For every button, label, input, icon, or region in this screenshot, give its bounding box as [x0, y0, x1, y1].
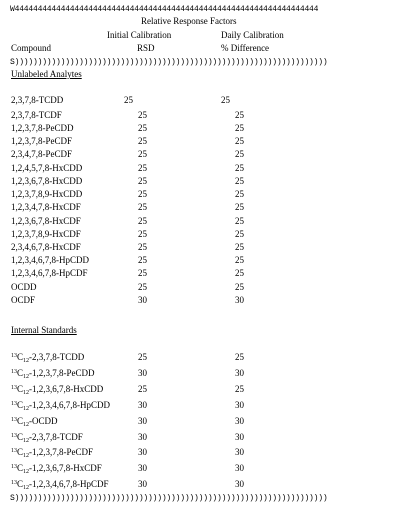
compound-name-text: -1,2,3,6,7,8-HxCDD	[29, 384, 104, 394]
percent-difference-value: 30	[235, 447, 244, 457]
compound-name	[11, 400, 110, 411]
carbon-count-subscript: 12	[23, 358, 30, 364]
compound-name: 1,2,3,6,7,8-HxCDF	[11, 216, 81, 226]
carbon-count-subscript: 12	[23, 374, 30, 380]
percent-difference-value: 25	[235, 352, 244, 362]
carbon-count-subscript: 12	[23, 485, 30, 491]
percent-difference-value: 25	[235, 268, 244, 278]
carbon-count-subscript: 12	[23, 390, 30, 396]
percent-difference-value: 25	[235, 242, 244, 252]
section-unlabeled-analytes: Unlabeled Analytes	[11, 69, 82, 79]
compound-name: 1,2,3,7,8-PeCDF	[11, 136, 73, 146]
compound-name: 1,2,3,7,8-PeCDD	[11, 123, 74, 133]
compound-name-text: -1,2,3,7,8-PeCDF	[29, 447, 94, 457]
percent-difference-value: 25	[235, 110, 244, 120]
percent-difference-value: 30	[235, 368, 244, 378]
percent-difference-value: 25	[235, 136, 244, 146]
isotope-superscript: 13	[11, 369, 17, 375]
rsd-value: 25	[138, 282, 147, 292]
header-compound: Compound	[11, 43, 52, 53]
carbon-symbol: C	[17, 463, 24, 473]
percent-difference-value: 25	[235, 123, 244, 133]
percent-difference-value: 25	[235, 202, 244, 212]
compound-name	[11, 384, 103, 395]
isotope-superscript: 13	[11, 417, 17, 423]
rsd-value: 30	[138, 463, 147, 473]
rsd-value: 30	[138, 416, 147, 426]
percent-difference-value: 30	[235, 295, 244, 305]
percent-difference-value: 25	[235, 176, 244, 186]
percent-difference-value: 25	[235, 216, 244, 226]
rsd-value: 25	[138, 255, 147, 265]
compound-name-text: -2,3,7,8-TCDD	[29, 352, 85, 362]
compound-name: 1,2,3,6,7,8-HxCDD	[11, 176, 83, 186]
percent-difference-value: 25	[221, 95, 230, 105]
rsd-value: 25	[138, 384, 147, 394]
rsd-value: 25	[138, 189, 147, 199]
header-percent-difference: % Difference	[221, 43, 270, 53]
percent-difference-value: 30	[235, 432, 244, 442]
compound-name-text: -1,2,3,7,8-PeCDD	[29, 368, 95, 378]
rsd-value: 25	[138, 176, 147, 186]
carbon-count-subscript: 12	[23, 469, 30, 475]
carbon-symbol: C	[17, 352, 24, 362]
compound-name: 1,2,4,5,7,8-HxCDD	[11, 163, 83, 173]
rsd-value: 30	[138, 447, 147, 457]
rsd-value: 30	[138, 479, 147, 489]
rsd-value: 25	[138, 242, 147, 252]
compound-name: 1,2,3,4,6,7,8-HpCDD	[11, 255, 89, 265]
isotope-superscript: 13	[11, 353, 17, 359]
carbon-count-subscript: 12	[23, 422, 30, 428]
top-rule: W444444444444444444444444444444444444444444444444444444444444444444	[10, 5, 319, 14]
percent-difference-value: 25	[235, 384, 244, 394]
rsd-value: 25	[138, 202, 147, 212]
percent-difference-value: 30	[235, 463, 244, 473]
compound-name	[11, 352, 84, 363]
carbon-symbol: C	[17, 400, 24, 410]
bottom-rule: S))))))))))))))))))))))))))))))))))))))))))))))))))))))))))))))))))))	[10, 494, 328, 503]
header-initial-calibration: Initial Calibration	[107, 30, 172, 40]
isotope-superscript: 13	[11, 433, 17, 439]
rsd-value: 25	[138, 352, 147, 362]
compound-name	[11, 447, 93, 458]
compound-name: 2,3,4,7,8-PeCDF	[11, 149, 73, 159]
compound-name: 2,3,7,8-TCDF	[11, 110, 62, 120]
isotope-superscript: 13	[11, 385, 17, 391]
carbon-count-subscript: 12	[23, 438, 30, 444]
carbon-symbol: C	[17, 384, 24, 394]
compound-name	[11, 463, 102, 474]
rsd-value: 25	[138, 123, 147, 133]
percent-difference-value: 30	[235, 400, 244, 410]
compound-name: OCDD	[11, 282, 37, 292]
rsd-value: 25	[138, 149, 147, 159]
header-daily-calibration: Daily Calibration	[221, 30, 284, 40]
rsd-value: 25	[138, 216, 147, 226]
isotope-superscript: 13	[11, 480, 17, 486]
rsd-value: 30	[138, 368, 147, 378]
isotope-superscript: 13	[11, 401, 17, 407]
rsd-value: 30	[138, 432, 147, 442]
percent-difference-value: 25	[235, 282, 244, 292]
carbon-count-subscript: 12	[23, 406, 30, 412]
compound-name-text: -1,2,3,4,6,7,8-HpCDF	[29, 479, 109, 489]
table-title: Relative Response Factors	[141, 16, 237, 26]
rsd-value: 25	[138, 268, 147, 278]
carbon-symbol: C	[17, 368, 24, 378]
compound-name: 1,2,3,7,8,9-HxCDF	[11, 229, 81, 239]
carbon-symbol: C	[17, 447, 24, 457]
percent-difference-value: 30	[235, 416, 244, 426]
percent-difference-value: 25	[235, 229, 244, 239]
compound-name: OCDF	[11, 295, 36, 305]
compound-name	[11, 416, 58, 427]
rsd-value: 30	[138, 295, 147, 305]
carbon-symbol: C	[17, 416, 24, 426]
rsd-value: 30	[138, 400, 147, 410]
compound-name-text: -1,2,3,4,6,7,8-HpCDD	[29, 400, 111, 410]
isotope-superscript: 13	[11, 448, 17, 454]
section-internal-standards: Internal Standards	[11, 325, 77, 335]
header-rsd: RSD	[137, 43, 155, 53]
header-rule: S))))))))))))))))))))))))))))))))))))))))))))))))))))))))))))))))))))	[10, 58, 328, 67]
rsd-value: 25	[124, 95, 133, 105]
percent-difference-value: 25	[235, 189, 244, 199]
percent-difference-value: 30	[235, 479, 244, 489]
compound-name-text: -OCDD	[29, 416, 58, 426]
percent-difference-value: 25	[235, 149, 244, 159]
compound-name	[11, 432, 83, 443]
rsd-value: 25	[138, 229, 147, 239]
percent-difference-value: 25	[235, 255, 244, 265]
compound-name	[11, 479, 109, 490]
compound-name: 1,2,3,7,8,9-HxCDD	[11, 189, 83, 199]
rsd-value: 25	[138, 163, 147, 173]
compound-name: 2,3,4,6,7,8-HxCDF	[11, 242, 81, 252]
compound-name: 1,2,3,4,6,7,8-HpCDF	[11, 268, 88, 278]
rsd-value: 25	[138, 136, 147, 146]
compound-name-text: -1,2,3,6,7,8-HxCDF	[29, 463, 102, 473]
percent-difference-value: 25	[235, 163, 244, 173]
compound-name-text: -2,3,7,8-TCDF	[29, 432, 83, 442]
rsd-value: 25	[138, 110, 147, 120]
compound-name: 2,3,7,8-TCDD	[11, 95, 64, 105]
carbon-count-subscript: 12	[23, 453, 30, 459]
compound-name	[11, 368, 95, 379]
isotope-superscript: 13	[11, 464, 17, 470]
carbon-symbol: C	[17, 479, 24, 489]
carbon-symbol: C	[17, 432, 24, 442]
compound-name: 1,2,3,4,7,8-HxCDF	[11, 202, 81, 212]
